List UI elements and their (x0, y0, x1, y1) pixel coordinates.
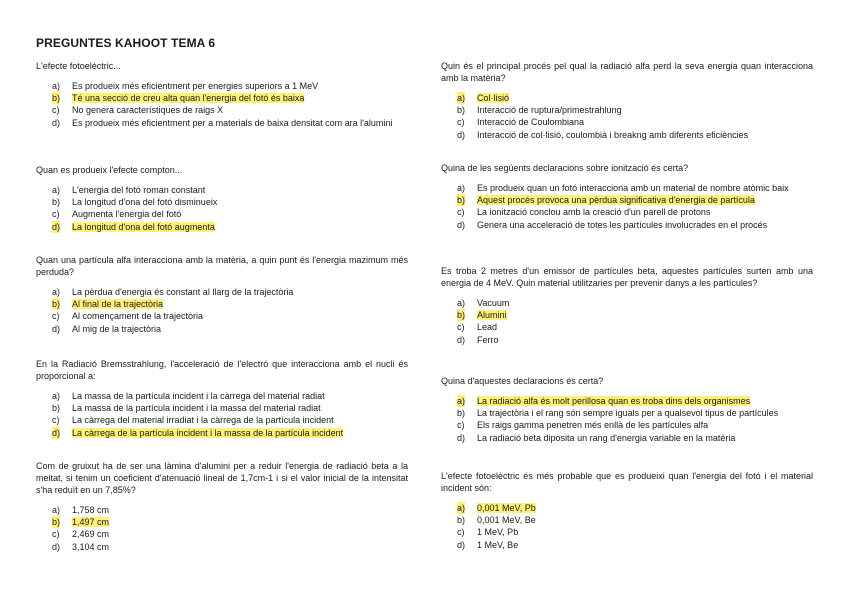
option-text: Interacció de ruptura/primestrahlung (477, 105, 622, 116)
option-label: d) (52, 221, 61, 232)
answer-option (441, 526, 813, 538)
page-title: PREGUNTES KAHOOT TEMA 6 (36, 36, 216, 50)
question-text: Es troba 2 metres d'un emissor de partícules beta, aquestes partícules surten amb una energia de 4 MeV. Quin material utilitzaries per prevenir danys a les partícules? (441, 266, 813, 288)
option-label: b) (52, 197, 61, 208)
answer-option-correct (36, 221, 408, 233)
option-label: c) (52, 311, 60, 322)
option-label: b) (457, 105, 466, 116)
option-text: Al mig de la trajectòria (72, 323, 162, 334)
answer-option (36, 286, 408, 298)
question-text: Com de gruixut ha de ser una làmina d'alumini per a reduir l'energia de radiació beta a la meitat, si tenim un coeficient d'atenuació lineal de 1,7cm-1 i si el valor inicial de la intensitat s'ha reduït en un 7,85%? (36, 461, 408, 495)
option-label: b) (457, 515, 466, 526)
question-text: L'efecte fotoelèctric és més probable que es produeixi quan l'energia del fotó i el material incident són: (441, 471, 813, 493)
answer-option-correct (36, 516, 408, 528)
option-label: c) (52, 105, 60, 116)
answer-option (441, 321, 813, 333)
option-text: La massa de la partícula incident i la massa del material radiat (72, 403, 321, 414)
answer-option (36, 414, 408, 426)
option-text: 0,001 MeV, Pb (477, 503, 536, 513)
answer-option (36, 504, 408, 516)
option-text: L'energia del fotó roman constant (72, 185, 206, 195)
answer-option (36, 208, 408, 220)
option-text: Al començament de la trajectòria (72, 311, 204, 322)
option-label: a) (52, 185, 61, 195)
option-label: b) (457, 310, 466, 321)
option-label: b) (52, 299, 61, 310)
answer-option (36, 117, 408, 129)
option-label: c) (457, 117, 465, 128)
answer-option (441, 334, 813, 346)
answer-option-correct (441, 309, 813, 321)
option-label: d) (457, 539, 466, 550)
option-text: 2,469 cm (72, 529, 110, 540)
option-label: b) (52, 403, 61, 414)
question-text: Quan una partícula alfa interacciona amb la matèria, a quin punt és l'energia mazimum més perduda? (36, 255, 408, 277)
option-label: b) (457, 408, 466, 419)
option-label: b) (52, 93, 61, 104)
options-list (36, 184, 408, 233)
option-text: La trajectòria i el rang són sempre iguals per a qualsevol tipus de partícules (477, 408, 779, 419)
options-list (441, 182, 813, 231)
option-label: a) (52, 287, 61, 297)
option-text: Col·lisió (477, 93, 510, 103)
option-text: Augmenta l'energia del fotó (72, 209, 182, 220)
option-label: c) (457, 527, 465, 538)
answer-option (36, 104, 408, 116)
option-label: d) (52, 427, 61, 438)
option-label: b) (52, 517, 61, 528)
option-label: d) (457, 334, 466, 345)
option-label: d) (52, 117, 61, 128)
option-label: a) (52, 81, 61, 91)
option-label: d) (52, 323, 61, 334)
options-list (36, 286, 408, 335)
answer-option (441, 297, 813, 309)
option-text: La longitud d'ona del fotó disminueix (72, 197, 218, 208)
answer-option-correct (441, 92, 813, 104)
answer-option (441, 219, 813, 231)
option-text: No genera característiques de raigs X (72, 105, 224, 116)
answer-option (441, 539, 813, 551)
answer-option (36, 184, 408, 196)
option-label: d) (457, 129, 466, 140)
answer-option (441, 419, 813, 431)
question-block (36, 358, 408, 439)
answer-option (36, 310, 408, 322)
option-text: Aquest procés provoca una pèrdua significativa d'energia de partícula (477, 195, 755, 206)
option-label: d) (457, 432, 466, 443)
answer-option (441, 129, 813, 141)
options-list (441, 395, 813, 444)
option-text: Interacció de col·lisió, coulombià i breakng amb diferents eficiències (477, 129, 749, 140)
option-text: Al final de la trajectòria (72, 299, 164, 310)
option-label: a) (457, 298, 466, 308)
option-text: La longitud d'ona del fotó augmenta (72, 221, 215, 232)
option-text: La càrrega de la partícula incident i la massa de la partícula incident (72, 427, 344, 438)
option-text: 1,758 cm (72, 505, 110, 515)
question-text: Quan es produeix l'efecte compton... (36, 165, 183, 175)
options-list (36, 390, 408, 439)
options-list (36, 80, 408, 129)
question-text: Quina d'aquestes declaracions és certa? (441, 376, 604, 386)
question-block (441, 60, 813, 141)
option-text: La pèrdua d'energia és constant al llarg de la trajectòria (72, 287, 294, 297)
answer-option (441, 182, 813, 194)
answer-option (441, 116, 813, 128)
option-text: 1,497 cm (72, 517, 110, 528)
option-text: La radiació alfa és molt perillosa quan es troba dins dels organismes (477, 396, 751, 406)
option-label: c) (457, 207, 465, 218)
options-list (36, 504, 408, 553)
option-label: a) (457, 503, 466, 513)
option-text: Lead (477, 322, 498, 333)
option-label: a) (52, 505, 61, 515)
option-label: c) (457, 322, 465, 333)
question-text: Quin és el principal procés pel qual la radiació alfa perd la seva energia quan interacciona amb la matèria? (441, 61, 813, 83)
question-text: Quina de les següents declaracions sobre ionització és certa? (441, 163, 689, 173)
option-label: b) (457, 195, 466, 206)
option-label: c) (52, 415, 60, 426)
option-label: a) (52, 391, 61, 401)
options-list (441, 502, 813, 551)
option-text: Genera una acceleració de totes les partícules involucrades en el procés (477, 219, 768, 230)
answer-option (441, 206, 813, 218)
option-text: 1 MeV, Pb (477, 527, 519, 538)
option-text: La càrrega del material irradiat i la càrrega de la partícula incident (72, 415, 334, 426)
option-label: a) (457, 396, 466, 406)
option-text: 3,104 cm (72, 541, 110, 552)
answer-option (36, 196, 408, 208)
option-label: d) (52, 541, 61, 552)
question-block (441, 375, 813, 444)
question-block (441, 470, 813, 551)
option-text: La massa de la partícula incident i la càrrega del material radiat (72, 391, 325, 401)
options-list (441, 92, 813, 141)
answer-option (36, 402, 408, 414)
answer-option (441, 514, 813, 526)
answer-option (441, 432, 813, 444)
option-text: Interacció de Coulombiana (477, 117, 585, 128)
answer-option (36, 541, 408, 553)
answer-option (36, 390, 408, 402)
option-text: La radiació beta diposita un rang d'energia variable en la matèria (477, 432, 736, 443)
answer-option-correct (36, 92, 408, 104)
option-text: Vacuum (477, 298, 510, 308)
option-label: c) (52, 209, 60, 220)
option-text: Té una secció de creu alta quan l'energia del fotó és baixa (72, 93, 305, 104)
answer-option (36, 323, 408, 335)
question-block (36, 60, 408, 129)
option-text: Es produeix quan un fotó interacciona amb un material de nombre atòmic baix (477, 183, 789, 193)
question-block (36, 164, 408, 233)
answer-option (441, 407, 813, 419)
question-block (441, 162, 813, 231)
answer-option-correct (36, 298, 408, 310)
options-list (441, 297, 813, 346)
answer-option (36, 80, 408, 92)
question-block (441, 265, 813, 346)
option-text: Ferro (477, 334, 499, 345)
option-text: La ionització conclou amb la creació d'un parell de protons (477, 207, 711, 218)
answer-option-correct (441, 502, 813, 514)
option-text: Es produeix més eficientment per a materials de baixa densitat com ara l'alumini (72, 117, 393, 128)
option-label: a) (457, 183, 466, 193)
answer-option-correct (36, 427, 408, 439)
question-text: L'efecte fotoeléctric... (36, 61, 121, 71)
option-text: 1 MeV, Be (477, 539, 519, 550)
question-text: En la Radiació Bremsstrahlung, l'acceleració de l'electró que interacciona amb el nucli és proporcional a: (36, 359, 408, 381)
option-text: Es produeix més eficientment per energies superiors a 1 MeV (72, 81, 319, 91)
question-block (36, 254, 408, 335)
option-text: Els raigs gamma penetren més enllà de les partícules alfa (477, 420, 709, 431)
option-text: Alumini (477, 310, 507, 321)
option-text: 0,001 MeV, Be (477, 515, 536, 526)
answer-option (36, 528, 408, 540)
answer-option-correct (441, 395, 813, 407)
answer-option-correct (441, 194, 813, 206)
option-label: c) (52, 529, 60, 540)
question-block (36, 460, 408, 553)
answer-option (441, 104, 813, 116)
option-label: c) (457, 420, 465, 431)
option-label: a) (457, 93, 466, 103)
option-label: d) (457, 219, 466, 230)
